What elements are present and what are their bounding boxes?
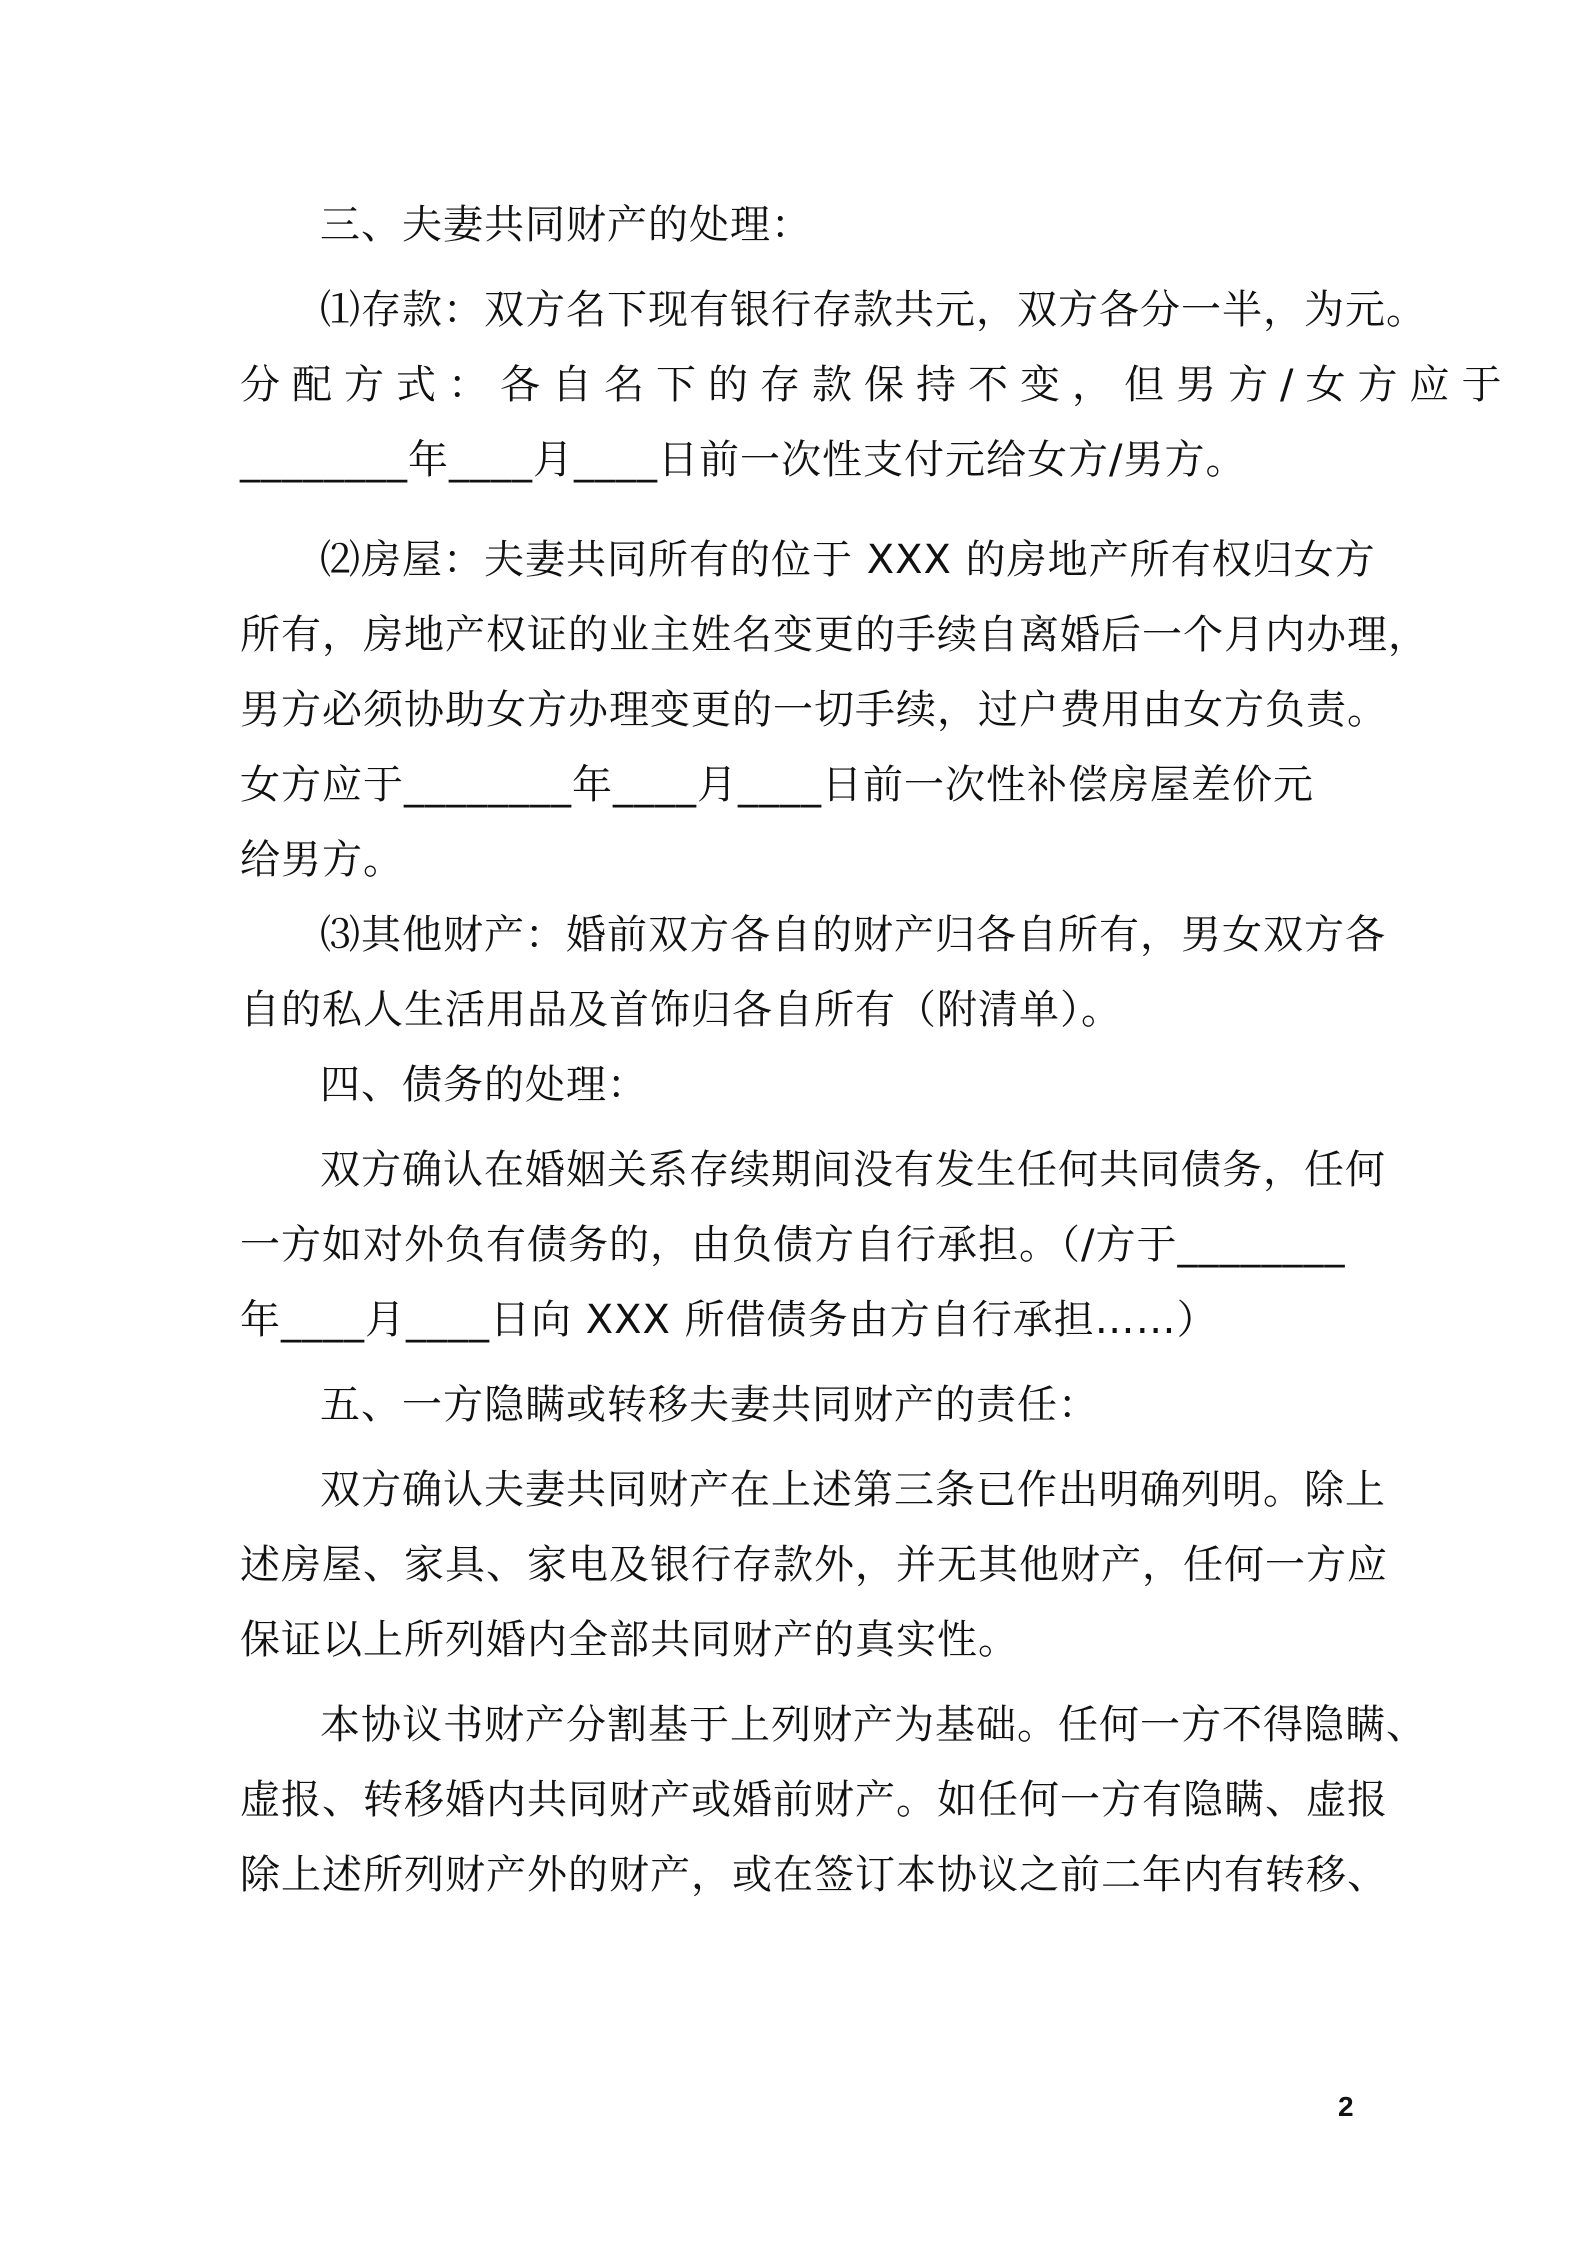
section-heading-joint-property: 三、夫妻共同财产的处理： bbox=[320, 202, 812, 248]
paragraph-line: 本协议书财产分割基于上列财产为基础。任何一方不得隐瞒、 bbox=[320, 1702, 1427, 1748]
paragraph-line: 自的私人生活用品及首饰归各自所有（附清单）。 bbox=[240, 987, 1122, 1033]
section-heading-debts: 四、债务的处理： bbox=[320, 1062, 648, 1108]
paragraph-line: ________年____月____日前一次性支付元给女方/男方。 bbox=[240, 437, 1247, 483]
paragraph-line: 述房屋、家具、家电及银行存款外，并无其他财产，任何一方应 bbox=[240, 1542, 1388, 1588]
paragraph-line: 女方应于________年____月____日前一次性补偿房屋差价元 bbox=[240, 762, 1314, 808]
paragraph-line: 给男方。 bbox=[240, 837, 404, 883]
paragraph-line: 一方如对外负有债务的，由负债方自行承担。（/方于________ bbox=[240, 1222, 1346, 1268]
paragraph-line: ⑴存款：双方名下现有银行存款共元，双方各分一半，为元。 bbox=[320, 287, 1427, 333]
paragraph-line: 男方必须协助女方办理变更的一切手续，过户费用由女方负责。 bbox=[240, 687, 1388, 733]
paragraph-line: 除上述所列财产外的财产，或在签订本协议之前二年内有转移、 bbox=[240, 1852, 1388, 1898]
paragraph-line: 所有，房地产权证的业主姓名变更的手续自离婚后一个月内办理， bbox=[240, 612, 1429, 658]
section-heading-concealment: 五、一方隐瞒或转移夫妻共同财产的责任： bbox=[320, 1382, 1099, 1428]
paragraph-line: ⑵房屋：夫妻共同所有的位于 XXX 的房地产所有权归女方 bbox=[320, 537, 1376, 583]
paragraph-line: 年____月____日向 XXX 所借债务由方自行承担……） bbox=[240, 1297, 1218, 1343]
paragraph-line: 虚报、转移婚内共同财产或婚前财产。如任何一方有隐瞒、虚报 bbox=[240, 1777, 1388, 1823]
paragraph-line: 双方确认在婚姻关系存续期间没有发生任何共同债务，任何 bbox=[320, 1147, 1386, 1193]
paragraph-line: 分配方式：各自名下的存款保持不变，但男方/女方应于 bbox=[240, 362, 1514, 408]
paragraph-line: ⑶其他财产：婚前双方各自的财产归各自所有，男女双方各 bbox=[320, 912, 1386, 958]
page-number: 2 bbox=[1338, 2091, 1354, 2122]
paragraph-line: 保证以上所列婚内全部共同财产的真实性。 bbox=[240, 1617, 1019, 1663]
paragraph-line: 双方确认夫妻共同财产在上述第三条已作出明确列明。除上 bbox=[320, 1467, 1386, 1513]
